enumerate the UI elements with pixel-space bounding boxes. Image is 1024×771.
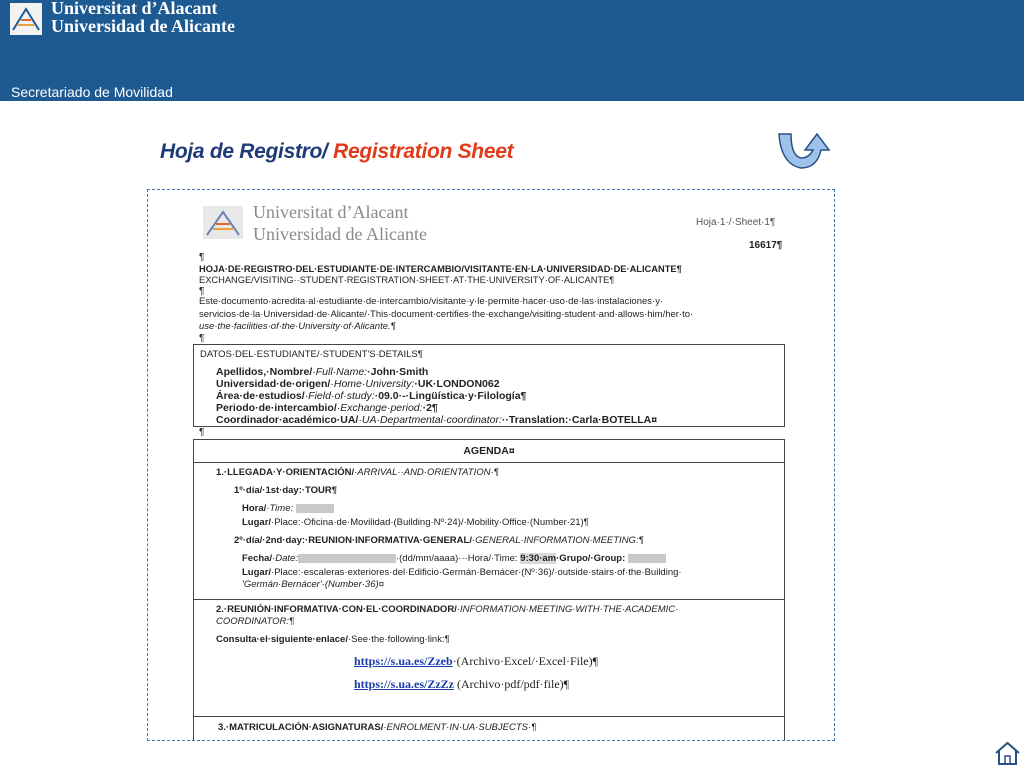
intro-line-1: Este·documento·acredita·al·estudiante·de·intercambio/visitante·y·le·permite·hacer·uso·de·las·instalaciones·y· [199, 296, 664, 307]
s1-title: 1.·LLEGADA·Y·ORIENTACIÓN/·ARRIVAL··AND·ORIENTATION·¶ [216, 467, 499, 478]
intro-line-2: servicios·de·la·Universidad·de·Alicante/·This·document·certifies·the·exchange/visiting·student·and·allows·him/her·to· [199, 309, 694, 320]
student-details-box [193, 344, 785, 427]
s2-title-cont: COORDINATOR:¶ [216, 616, 295, 627]
day1-time: Hora/·Time: [242, 503, 334, 514]
sheet-number: 16617¶ [749, 240, 783, 251]
field-name: Apellidos,·Nombre/·Full·Name:·John·Smith [216, 366, 429, 378]
pilcrow-3: ¶ [199, 333, 205, 344]
day2-place: Lugar/·Place:·escaleras·exteriores·del·Edificio·Germán·Bernácer·(Nº·36)/·outside·stairs·of·the·Building· [242, 567, 682, 578]
university-name-ca: Universitat d’Alacant [51, 0, 218, 18]
sheet-label: Hoja·1·/·Sheet·1¶ [696, 217, 776, 228]
doc-university-ca: Universitat d’Alacant [253, 202, 409, 222]
link-pdf[interactable]: https://s.ua.es/ZzZz [354, 677, 455, 691]
document-logo [203, 206, 243, 239]
agenda-section-1 [193, 462, 785, 600]
day1-label: 1º·día/·1st·day:·TOUR¶ [234, 485, 338, 496]
link-excel-row: https://s.ua.es/Zzeb·(Archivo·Excel/·Excel·File)¶ [354, 654, 599, 668]
university-name-es: Universidad de Alicante [51, 16, 236, 36]
s2-title: 2.·REUNIÓN·INFORMATIVA·CON·EL·COORDINADOR/·INFORMATION·MEETING·WITH·THE·ACADEMIC· [216, 604, 679, 615]
s3-title: 3.·MATRICULACIÓN·ASIGNATURAS/·ENROLMENT·IN·UA·SUBJECTS·¶ [218, 722, 537, 733]
home-button[interactable] [994, 741, 1021, 766]
intro-line-3: use·the·facilities·of·the·University·of·Alicante.¶ [199, 321, 396, 332]
office-name: Secretariado de Movilidad [11, 84, 173, 100]
page-title [160, 140, 513, 164]
pilcrow-4: ¶ [199, 427, 205, 438]
day1-place: Lugar/·Place:·Oficina·de·Movilidad·(Building·Nº·24)/·Mobility·Office·(Number·21)¶ [242, 517, 589, 528]
pilcrow-2: ¶ [199, 286, 205, 297]
agenda-section-3 [193, 717, 785, 741]
registration-document [147, 189, 835, 741]
heading-en: EXCHANGE/VISITING··STUDENT·REGISTRATION·SHEET·AT·THE·UNIVERSITY·OF·ALICANTE¶ [199, 275, 615, 285]
page-title-es: Hoja de Registro/ [160, 140, 328, 163]
day2-place-cont: 'Germán·Bernácer'·(Number·36)¤ [242, 579, 384, 590]
day2-date-time: Fecha/·Date: ·(dd/mm/aaaa)···Hora/·Time: 9:30·am·Grupo/·Group: [242, 553, 666, 564]
field-coordinator: Coordinador·académico·UA/·UA·Departmental·coordinator:··Translation:·Carla·BOTELLA¤ [216, 414, 658, 426]
link-pdf-row: https://s.ua.es/ZzZz (Archivo·pdf/pdf·file)¶ [354, 677, 570, 691]
field-period: Periodo·de·intercambio/·Exchange·period:·2¶ [216, 402, 438, 414]
field-area: Área·de·estudios/·Field·of·study:·09.0·-·Lingüística·y·Filología¶ [216, 390, 527, 402]
back-button[interactable] [773, 128, 837, 172]
heading-es: HOJA·DE·REGISTRO·DEL·ESTUDIANTE·DE·INTERCAMBIO/VISITANTE·EN·LA·UNIVERSIDAD·DE·ALICANTE¶ [199, 264, 682, 274]
agenda-section-2 [193, 600, 785, 717]
details-heading: DATOS·DEL·ESTUDIANTE/·STUDENT'S·DETAILS¶ [200, 349, 423, 360]
doc-university-es: Universidad de Alicante [253, 224, 427, 244]
university-logo [10, 3, 42, 35]
header-banner [0, 0, 1024, 101]
agenda-title: AGENDA¤ [463, 445, 515, 457]
home-icon [994, 741, 1021, 766]
curved-arrow-back-icon [773, 128, 837, 172]
page-title-en: Registration Sheet [333, 140, 514, 163]
field-origin: Universidad·de·origen/·Home·University:·UK·LONDON062 [216, 378, 500, 390]
agenda-header [193, 439, 785, 463]
day2-label: 2º·día/·2nd·day:·REUNION·INFORMATIVA·GENERAL/·GENERAL·INFORMATION·MEETING:¶ [234, 535, 644, 546]
link-excel[interactable]: https://s.ua.es/Zzeb [354, 654, 453, 668]
pilcrow: ¶ [199, 252, 205, 263]
consulta-line: Consulta·el·siguiente·enlace/·See·the·following·link:¶ [216, 634, 450, 645]
